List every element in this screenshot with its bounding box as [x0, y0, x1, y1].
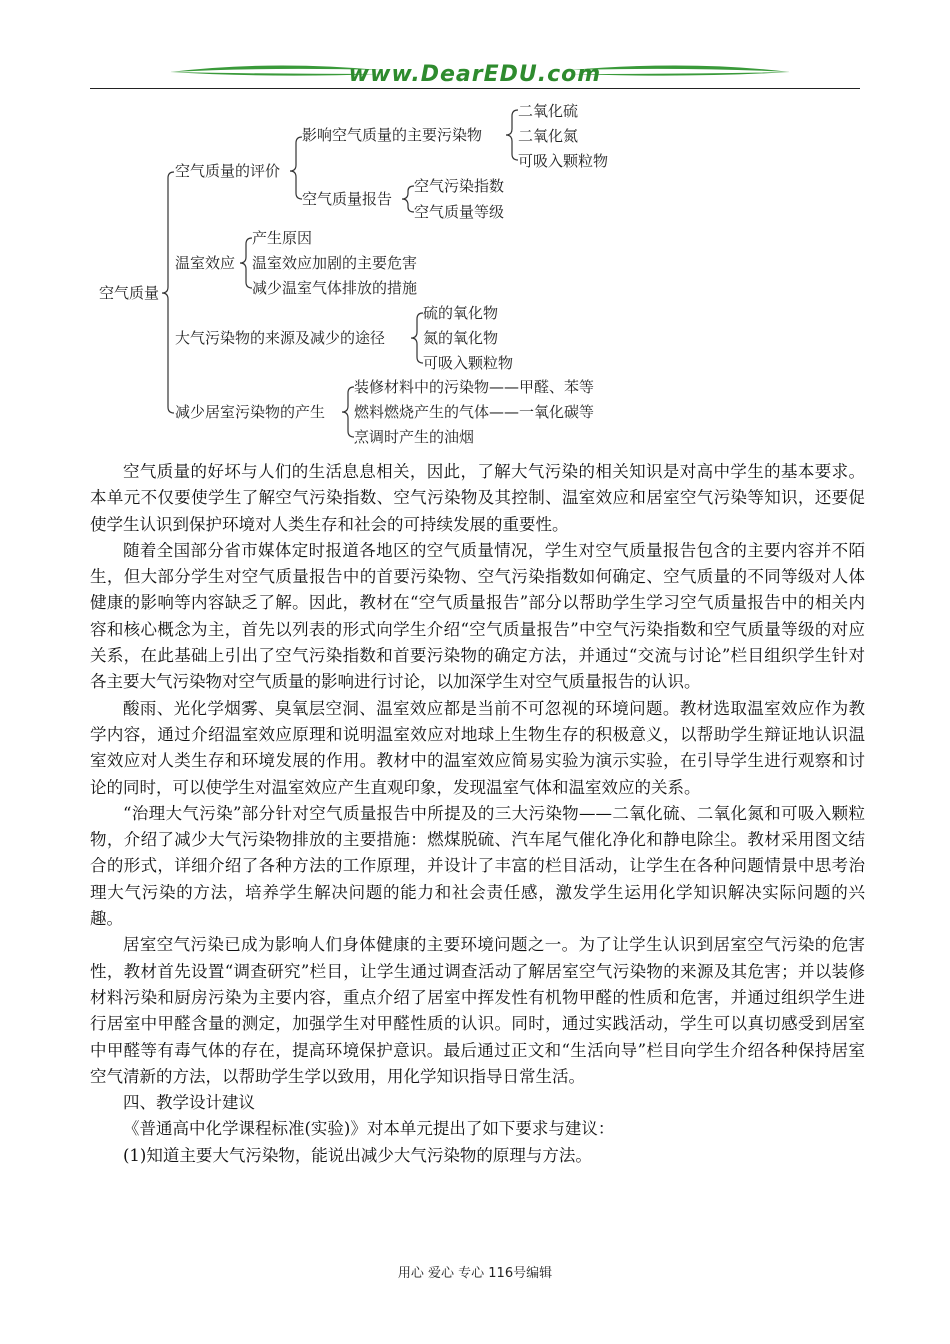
paragraph: “治理大气污染”部分针对空气质量报告中所提及的三大污染物——二氧化硫、二氧化氮和可吸入颗粒物，介绍了减少大气污染物排放的主要措施：燃煤脱硫、汽车尾气催化净化和静电除尘。教材采用图文结合的形式，详细介绍了各种方法的工作原理，并设计了丰富的栏目活动，让学生在各种问题情景中思考治理大气污染的方法，培养学生解决问题的能力和社会责任感，激发学生运用化学知识解决实际问题的兴趣。 [90, 803, 865, 929]
paragraph: 随着全国部分省市媒体定时报道各地区的空气质量情况，学生对空气质量报告包含的主要内容并不陌生，但大部分学生对空气质量报告中的首要污染物、空气污染指数如何确定、空气质量的不同等级对人体健康的影响等内容缺乏了解。因此，教材在“空气质量报告”部分以帮助学生学习空气质量报告中的相关内容和核心概念为主，首先以列表的形式向学生介绍“空气质量报告”中空气污染指数和空气质量等级的对应关系，在此基础上引出了空气污染指数和首要污染物的确定方法，并通过“交流与讨论”栏目组织学生针对各主要大气污染物对空气质量的影响进行讨论，以加深学生对空气质量报告的认识。 [90, 540, 865, 692]
tree-leaf: 产生原因 [252, 229, 313, 247]
paragraph: 酸雨、光化学烟雾、臭氧层空洞、温室效应都是当前不可忽视的环境问题。教材选取温室效应作为教学内容，通过介绍温室效应原理和说明温室效应对地球上生物生存的积极意义，以帮助学生辩证地认识温室效应对人类生存和环境发展的作用。教材中的温室效应简易实验为演示实验，在引导学生进行观察和讨论的同时，可以使学生对温室效应产生直观印象，发现温室气体和温室效应的关系。 [90, 698, 865, 797]
tree-leaf: 装修材料中的污染物——甲醛、苯等 [354, 378, 595, 396]
tree-leaf: 二氧化氮 [518, 127, 579, 145]
concept-tree [90, 97, 650, 449]
tree-leaf: 可吸入颗粒物 [423, 354, 514, 372]
tree-leaf: 温室效应加剧的主要危害 [252, 254, 418, 272]
section-heading: 四、教学设计建议 [123, 1093, 255, 1113]
document-body [90, 459, 865, 1169]
tree-leaf: 二氧化硫 [518, 102, 579, 120]
tree-braces [90, 97, 650, 449]
page-footer: 用心 爱心 专心 116号编辑 [397, 1266, 553, 1281]
tree-sub-pollutants: 影响空气质量的主要污染物 [302, 126, 483, 144]
paragraph: (1)知道主要大气污染物，能说出减少大气污染物的原理与方法。 [123, 1145, 592, 1165]
tree-leaf: 空气污染指数 [414, 177, 505, 195]
tree-leaf: 燃料燃烧产生的气体——一氧化碳等 [354, 403, 595, 421]
paragraph: 居室空气污染已成为影响人们身体健康的主要环境问题之一。为了让学生认识到居室空气污染的危害性，教材首先设置“调查研究”栏目，让学生通过调查活动了解居室空气污染物的来源及其危害；并以装修材料污染和厨房污染为主要内容，重点介绍了居室中挥发性有机物甲醛的性质和危害，并通过组织学生进行居室中甲醛含量的测定，加强学生对甲醛性质的认识。同时，通过实践活动，学生可以真切感受到居室中甲醛等有毒气体的存在，提高环境保护意识。最后通过正文和“生活向导”栏目向学生介绍各种保持居室空气清新的方法，以帮助学生学以致用，用化学知识指导日常生活。 [90, 935, 865, 1086]
tree-leaf: 减少温室气体排放的措施 [252, 279, 418, 297]
tree-leaf: 空气质量等级 [414, 203, 505, 221]
tree-leaf: 可吸入颗粒物 [518, 152, 609, 170]
tree-root: 空气质量 [99, 284, 160, 302]
site-header [90, 58, 860, 92]
tree-branch-indoor: 减少居室污染物的产生 [175, 403, 326, 421]
header-divider [90, 88, 860, 89]
paragraph: 空气质量的好坏与人们的生活息息相关，因此，了解大气污染的相关知识是对高中学生的基本要求。本单元不仅要使学生了解空气污染指数、空气污染物及其控制、温室效应和居室空气污染等知识，还要促使学生认识到保护环境对人类生存和社会的可持续发展的重要性。 [90, 462, 865, 534]
tree-branch-evaluation: 空气质量的评价 [175, 162, 281, 180]
tree-branch-sources: 大气污染物的来源及减少的途径 [175, 329, 386, 347]
tree-leaf: 烹调时产生的油烟 [354, 428, 475, 446]
tree-leaf: 氮的氧化物 [423, 329, 499, 347]
tree-leaf: 硫的氧化物 [423, 304, 499, 322]
site-logo[interactable]: www.DearEDU.com [348, 62, 602, 87]
paragraph: 《普通高中化学课程标准(实验)》对本单元提出了如下要求与建议： [123, 1119, 615, 1139]
tree-branch-greenhouse: 温室效应 [175, 254, 236, 272]
tree-sub-report: 空气质量报告 [302, 190, 393, 208]
